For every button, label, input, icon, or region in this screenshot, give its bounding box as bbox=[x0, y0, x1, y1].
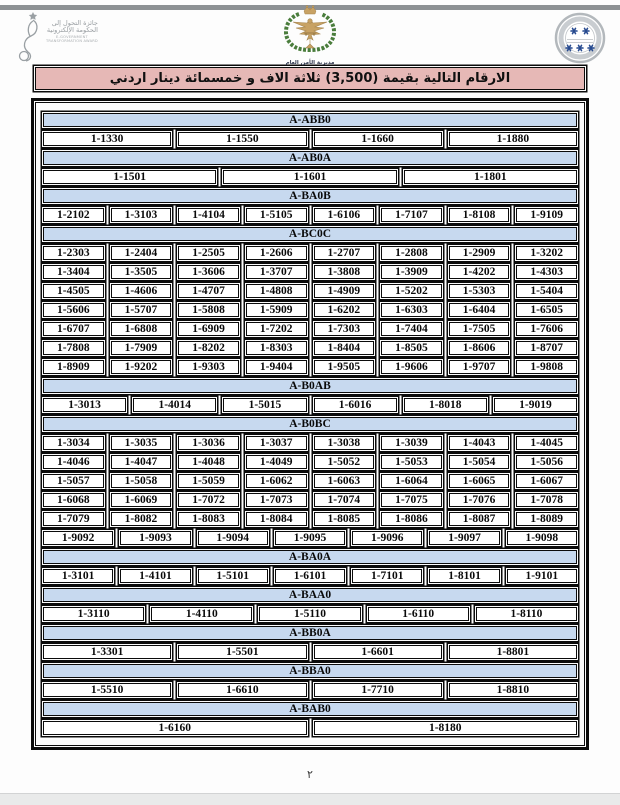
number-cell: 1-2303 bbox=[43, 246, 104, 260]
eagle-wreath-crown-icon bbox=[266, 44, 354, 61]
number-cell: 1-8810 bbox=[449, 683, 577, 697]
number-cell: 1-5606 bbox=[43, 303, 104, 317]
number-cell: 1-9202 bbox=[111, 360, 172, 374]
section-header: A-BB0A bbox=[43, 626, 577, 640]
number-cell: 1-9019 bbox=[494, 398, 577, 412]
number-cell: 1-6106 bbox=[314, 208, 375, 222]
section-header: A-BBA0 bbox=[43, 664, 577, 678]
number-cell: 1-8801 bbox=[449, 645, 577, 659]
award-logo-text bbox=[46, 20, 98, 43]
number-cell: 1-4606 bbox=[111, 284, 172, 298]
number-cell: 1-9303 bbox=[178, 360, 239, 374]
number-cell: 1-3909 bbox=[381, 265, 442, 279]
number-cell: 1-7909 bbox=[111, 341, 172, 355]
section-header: A-BC0C bbox=[43, 227, 577, 241]
award-trophy-icon bbox=[16, 11, 46, 70]
number-cell: 1-7075 bbox=[381, 493, 442, 507]
number-cell: 1-7606 bbox=[516, 322, 577, 336]
number-cell: 1-5054 bbox=[449, 455, 510, 469]
number-cell: 1-8083 bbox=[178, 512, 239, 526]
number-row bbox=[43, 265, 577, 279]
number-cell: 1-8085 bbox=[314, 512, 375, 526]
number-cell: 1-5501 bbox=[178, 645, 306, 659]
number-cell: 1-3035 bbox=[111, 436, 172, 450]
number-cell: 1-1330 bbox=[43, 132, 171, 146]
section-header: A-BAB0 bbox=[43, 702, 577, 716]
number-cell: 1-9093 bbox=[120, 531, 190, 545]
number-cell: 1-6067 bbox=[516, 474, 577, 488]
number-cell: 1-5110 bbox=[259, 607, 360, 621]
award-logo-line1: جائزة التحول إلى bbox=[51, 19, 98, 27]
number-cell: 1-4047 bbox=[111, 455, 172, 469]
number-cell: 1-6064 bbox=[381, 474, 442, 488]
number-cell: 1-5909 bbox=[246, 303, 307, 317]
number-row bbox=[43, 436, 577, 450]
number-cell: 1-4707 bbox=[178, 284, 239, 298]
number-cell: 1-8110 bbox=[476, 607, 577, 621]
number-cell: 1-8108 bbox=[449, 208, 510, 222]
section-header: A-ABB0 bbox=[43, 113, 577, 127]
number-cell: 1-3037 bbox=[246, 436, 307, 450]
number-row bbox=[43, 455, 577, 469]
award-logo-line4: TRANSFORMATION AWARD bbox=[46, 39, 98, 44]
section-header: A-BA0A bbox=[43, 550, 577, 564]
number-cell: 1-6065 bbox=[449, 474, 510, 488]
number-cell: 1-6068 bbox=[43, 493, 104, 507]
number-cell: 1-6909 bbox=[178, 322, 239, 336]
number-cell: 1-5053 bbox=[381, 455, 442, 469]
number-cell: 1-3404 bbox=[43, 265, 104, 279]
section-header: A-B0AB bbox=[43, 379, 577, 393]
number-row bbox=[43, 132, 577, 146]
number-cell: 1-6062 bbox=[246, 474, 307, 488]
number-row bbox=[43, 208, 577, 222]
number-cell: 1-5015 bbox=[223, 398, 306, 412]
number-cell: 1-4505 bbox=[43, 284, 104, 298]
numbers-table bbox=[31, 98, 589, 750]
section-header: A-BAA0 bbox=[43, 588, 577, 602]
number-cell: 1-2102 bbox=[43, 208, 104, 222]
number-cell: 1-9097 bbox=[429, 531, 499, 545]
number-cell: 1-6110 bbox=[368, 607, 469, 621]
number-cell: 1-4046 bbox=[43, 455, 104, 469]
number-cell: 1-7078 bbox=[516, 493, 577, 507]
number-cell: 1-5808 bbox=[178, 303, 239, 317]
section-header: A-B0BC bbox=[43, 417, 577, 431]
number-cell: 1-5707 bbox=[111, 303, 172, 317]
number-cell: 1-3039 bbox=[381, 436, 442, 450]
egov-award-logo bbox=[16, 11, 98, 70]
number-cell: 1-4909 bbox=[314, 284, 375, 298]
number-cell: 1-6101 bbox=[275, 569, 345, 583]
number-row bbox=[43, 569, 577, 583]
number-cell: 1-2909 bbox=[449, 246, 510, 260]
number-cell: 1-3103 bbox=[111, 208, 172, 222]
number-cell: 1-5059 bbox=[178, 474, 239, 488]
number-cell: 1-2404 bbox=[111, 246, 172, 260]
number-cell: 1-6808 bbox=[111, 322, 172, 336]
number-cell: 1-6601 bbox=[314, 645, 442, 659]
number-cell: 1-5303 bbox=[449, 284, 510, 298]
number-cell: 1-3110 bbox=[43, 607, 144, 621]
number-cell: 1-7505 bbox=[449, 322, 510, 336]
number-row bbox=[43, 607, 577, 621]
number-cell: 1-8303 bbox=[246, 341, 307, 355]
number-cell: 1-7072 bbox=[178, 493, 239, 507]
number-cell: 1-5202 bbox=[381, 284, 442, 298]
number-cell: 1-3707 bbox=[246, 265, 307, 279]
number-cell: 1-8089 bbox=[516, 512, 577, 526]
number-cell: 1-7073 bbox=[246, 493, 307, 507]
number-cell: 1-8707 bbox=[516, 341, 577, 355]
number-cell: 1-9094 bbox=[198, 531, 268, 545]
number-cell: 1-8404 bbox=[314, 341, 375, 355]
number-cell: 1-1660 bbox=[314, 132, 442, 146]
number-cell: 1-6069 bbox=[111, 493, 172, 507]
page-number: ٢ bbox=[307, 768, 313, 781]
number-cell: 1-9109 bbox=[516, 208, 577, 222]
number-row bbox=[43, 512, 577, 526]
number-row bbox=[43, 170, 577, 184]
number-cell: 1-9505 bbox=[314, 360, 375, 374]
number-cell: 1-2808 bbox=[381, 246, 442, 260]
number-cell: 1-4202 bbox=[449, 265, 510, 279]
scan-edge-bottom bbox=[0, 793, 620, 805]
number-cell: 1-3808 bbox=[314, 265, 375, 279]
number-cell: 1-5101 bbox=[198, 569, 268, 583]
number-cell: 1-3606 bbox=[178, 265, 239, 279]
number-cell: 1-9095 bbox=[275, 531, 345, 545]
number-row bbox=[43, 493, 577, 507]
number-row bbox=[43, 303, 577, 317]
award-logo-line3: E-GOVERNMENT bbox=[56, 34, 88, 39]
number-cell: 1-7404 bbox=[381, 322, 442, 336]
number-cell: 1-1801 bbox=[404, 170, 577, 184]
number-cell: 1-1550 bbox=[178, 132, 306, 146]
round-seal-icon bbox=[554, 51, 606, 68]
number-cell: 1-5052 bbox=[314, 455, 375, 469]
number-cell: 1-7079 bbox=[43, 512, 104, 526]
page-header bbox=[0, 5, 620, 66]
award-logo-line2: الحكومة الإلكترونية bbox=[46, 26, 98, 35]
public-security-emblem bbox=[266, 5, 354, 66]
number-cell: 1-3034 bbox=[43, 436, 104, 450]
number-cell: 1-7076 bbox=[449, 493, 510, 507]
number-cell: 1-7101 bbox=[352, 569, 422, 583]
number-cell: 1-3301 bbox=[43, 645, 171, 659]
number-row bbox=[43, 474, 577, 488]
number-cell: 1-3505 bbox=[111, 265, 172, 279]
number-cell: 1-4110 bbox=[151, 607, 252, 621]
number-cell: 1-3038 bbox=[314, 436, 375, 450]
number-cell: 1-6016 bbox=[314, 398, 397, 412]
number-cell: 1-8101 bbox=[429, 569, 499, 583]
number-cell: 1-6303 bbox=[381, 303, 442, 317]
number-row bbox=[43, 398, 577, 412]
number-cell: 1-5105 bbox=[246, 208, 307, 222]
number-cell: 1-4808 bbox=[246, 284, 307, 298]
section-header: A-AB0A bbox=[43, 151, 577, 165]
number-cell: 1-4101 bbox=[120, 569, 190, 583]
number-cell: 1-6505 bbox=[516, 303, 577, 317]
emblem-caption: مديرية الأمن العام bbox=[285, 60, 335, 66]
number-cell: 1-8087 bbox=[449, 512, 510, 526]
number-cell: 1-6063 bbox=[314, 474, 375, 488]
number-cell: 1-6160 bbox=[43, 721, 307, 735]
page-title: الارقام التالية بقيمة (3,500) ثلاثة الاف و خمسمائة دينار اردني bbox=[35, 67, 585, 90]
number-cell: 1-5058 bbox=[111, 474, 172, 488]
number-row bbox=[43, 531, 577, 545]
number-cell: 1-3013 bbox=[43, 398, 126, 412]
number-row bbox=[43, 721, 577, 735]
number-cell: 1-7074 bbox=[314, 493, 375, 507]
number-cell: 1-8606 bbox=[449, 341, 510, 355]
number-cell: 1-4303 bbox=[516, 265, 577, 279]
number-cell: 1-7107 bbox=[381, 208, 442, 222]
number-cell: 1-3036 bbox=[178, 436, 239, 450]
number-cell: 1-4048 bbox=[178, 455, 239, 469]
number-cell: 1-5404 bbox=[516, 284, 577, 298]
number-cell: 1-3101 bbox=[43, 569, 113, 583]
number-cell: 1-4045 bbox=[516, 436, 577, 450]
number-cell: 1-7202 bbox=[246, 322, 307, 336]
number-cell: 1-8018 bbox=[404, 398, 487, 412]
number-row bbox=[43, 341, 577, 355]
number-cell: 1-9707 bbox=[449, 360, 510, 374]
number-cell: 1-9092 bbox=[43, 531, 113, 545]
number-cell: 1-8505 bbox=[381, 341, 442, 355]
number-cell: 1-1601 bbox=[223, 170, 396, 184]
number-row bbox=[43, 360, 577, 374]
number-cell: 1-8909 bbox=[43, 360, 104, 374]
number-cell: 1-6610 bbox=[178, 683, 306, 697]
number-cell: 1-2707 bbox=[314, 246, 375, 260]
number-cell: 1-9101 bbox=[507, 569, 577, 583]
number-row bbox=[43, 683, 577, 697]
number-row bbox=[43, 284, 577, 298]
number-cell: 1-8082 bbox=[111, 512, 172, 526]
number-cell: 1-6404 bbox=[449, 303, 510, 317]
number-cell: 1-9606 bbox=[381, 360, 442, 374]
number-cell: 1-9098 bbox=[507, 531, 577, 545]
number-cell: 1-8086 bbox=[381, 512, 442, 526]
number-cell: 1-5057 bbox=[43, 474, 104, 488]
number-cell: 1-2505 bbox=[178, 246, 239, 260]
number-cell: 1-3202 bbox=[516, 246, 577, 260]
number-cell: 1-9404 bbox=[246, 360, 307, 374]
number-cell: 1-4043 bbox=[449, 436, 510, 450]
number-cell: 1-7808 bbox=[43, 341, 104, 355]
numbers-table-inner bbox=[35, 102, 585, 746]
number-cell: 1-8084 bbox=[246, 512, 307, 526]
number-cell: 1-8202 bbox=[178, 341, 239, 355]
number-cell: 1-4104 bbox=[178, 208, 239, 222]
number-cell: 1-9096 bbox=[352, 531, 422, 545]
number-cell: 1-8180 bbox=[314, 721, 578, 735]
number-row bbox=[43, 246, 577, 260]
number-row bbox=[43, 645, 577, 659]
licensing-seal bbox=[554, 12, 606, 69]
number-cell: 1-4014 bbox=[133, 398, 216, 412]
number-cell: 1-7303 bbox=[314, 322, 375, 336]
number-cell: 1-7710 bbox=[314, 683, 442, 697]
number-cell: 1-9808 bbox=[516, 360, 577, 374]
number-row bbox=[43, 322, 577, 336]
number-cell: 1-5056 bbox=[516, 455, 577, 469]
number-cell: 1-1880 bbox=[449, 132, 577, 146]
number-cell: 1-6707 bbox=[43, 322, 104, 336]
number-cell: 1-1501 bbox=[43, 170, 216, 184]
number-cell: 1-6202 bbox=[314, 303, 375, 317]
number-cell: 1-2606 bbox=[246, 246, 307, 260]
number-cell: 1-4049 bbox=[246, 455, 307, 469]
section-header: A-BA0B bbox=[43, 189, 577, 203]
number-cell: 1-5510 bbox=[43, 683, 171, 697]
